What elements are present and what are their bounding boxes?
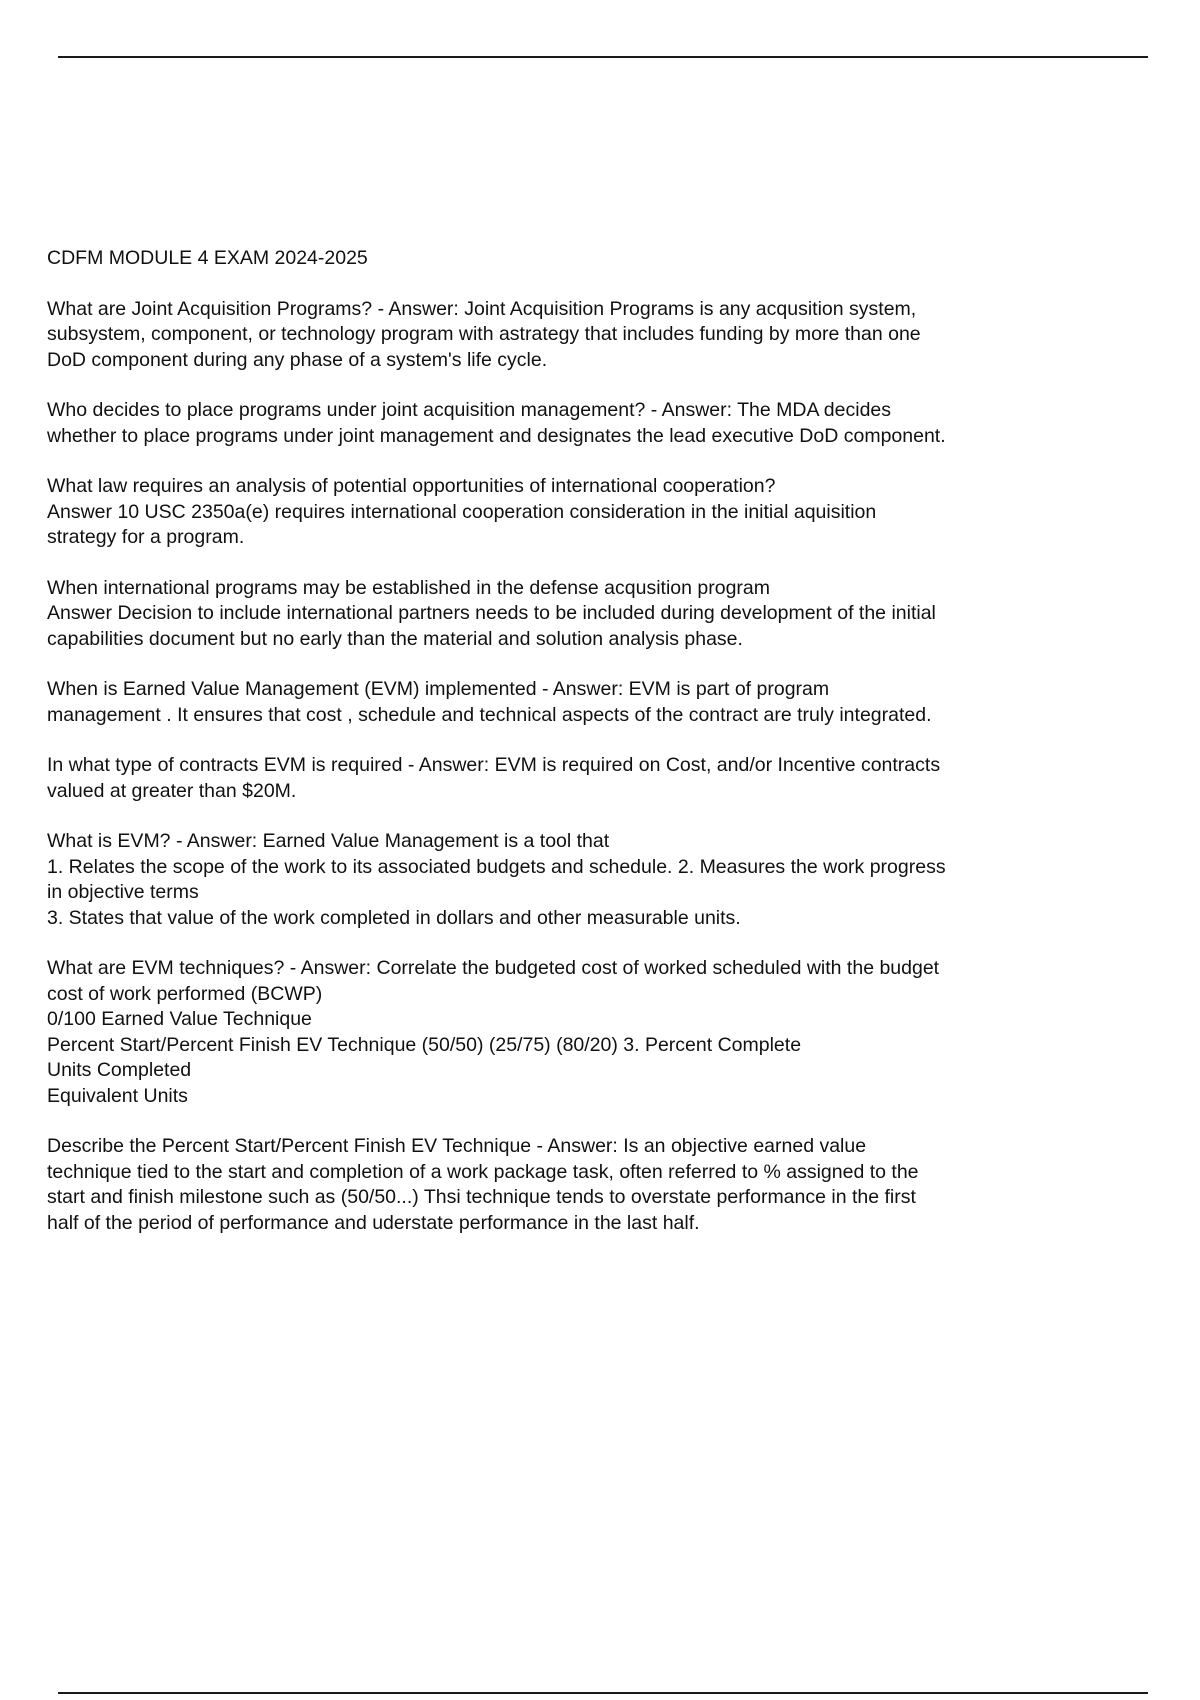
qa-line: 3. States that value of the work completed in dollars and other measurable units. [47, 906, 741, 929]
qa-line: management . It ensures that cost , schedule and technical aspects of the contract are truly integrated. [47, 703, 932, 726]
qa-line: technique tied to the start and completion of a work package task, often referred to % assigned to the [47, 1160, 919, 1183]
qa-line: cost of work performed (BCWP) [47, 982, 323, 1005]
qa-line: Answer 10 USC 2350a(e) requires international cooperation consideration in the initial aquisition [47, 500, 877, 523]
qa-line: Percent Start/Percent Finish EV Technique (50/50) (25/75) (80/20) 3. Percent Complete [47, 1033, 802, 1056]
qa-item [47, 297, 1137, 374]
qa-item [47, 576, 1137, 653]
qa-line: subsystem, component, or technology program with astrategy that includes funding by more than one [47, 323, 921, 345]
qa-line: What are Joint Acquisition Programs? - Answer: Joint Acquisition Programs is any acqusition system, [47, 297, 917, 320]
qa-line: DoD component during any phase of a system's life cycle. [47, 348, 548, 371]
qa-line: Units Completed [47, 1059, 192, 1081]
qa-line: What law requires an analysis of potential opportunities of international cooperation? [47, 475, 776, 497]
qa-item [47, 829, 1137, 931]
qa-line: half of the period of performance and uderstate performance in the last half. [47, 1211, 700, 1234]
qa-line: Answer Decision to include international partners needs to be included during development of the initial [47, 602, 936, 624]
qa-line: start and finish milestone such as (50/50...) Thsi technique tends to overstate performance in the first [47, 1186, 916, 1208]
qa-item [47, 677, 1137, 728]
bottom-rule [58, 1692, 1148, 1694]
qa-line: whether to place programs under joint management and designates the lead executive DoD component. [47, 424, 946, 447]
qa-line: in objective terms [47, 881, 199, 903]
qa-line: Describe the Percent Start/Percent Finish EV Technique - Answer: Is an objective earned value [47, 1135, 867, 1157]
qa-line: 1. Relates the scope of the work to its associated budgets and schedule. 2. Measures the work progress [47, 855, 946, 878]
qa-item [47, 956, 1137, 1109]
qa-line: When is Earned Value Management (EVM) implemented - Answer: EVM is part of program [47, 678, 830, 700]
qa-line: What are EVM techniques? - Answer: Correlate the budgeted cost of worked scheduled with the budget [47, 957, 940, 979]
qa-line: Who decides to place programs under joint acquisition management? - Answer: The MDA decides [47, 399, 892, 421]
qa-line: What is EVM? - Answer: Earned Value Management is a tool that [47, 830, 610, 852]
qa-line: Equivalent Units [47, 1084, 188, 1107]
qa-line: strategy for a program. [47, 526, 245, 548]
qa-item [47, 398, 1137, 449]
qa-line: In what type of contracts EVM is required - Answer: EVM is required on Cost, and/or Incentive contracts [47, 754, 941, 776]
qa-item [47, 753, 1137, 804]
qa-line: When international programs may be established in the defense acqusition program [47, 576, 770, 599]
qa-line: valued at greater than $20M. [47, 779, 297, 802]
qa-item [47, 1134, 1137, 1236]
document-title: CDFM MODULE 4 EXAM 2024-2025 [47, 247, 368, 269]
qa-item [47, 474, 1137, 551]
qa-line: capabilities document but no early than the material and solution analysis phase. [47, 627, 743, 650]
qa-line: 0/100 Earned Value Technique [47, 1008, 312, 1030]
top-rule [58, 56, 1148, 58]
document-body [47, 246, 1137, 1261]
